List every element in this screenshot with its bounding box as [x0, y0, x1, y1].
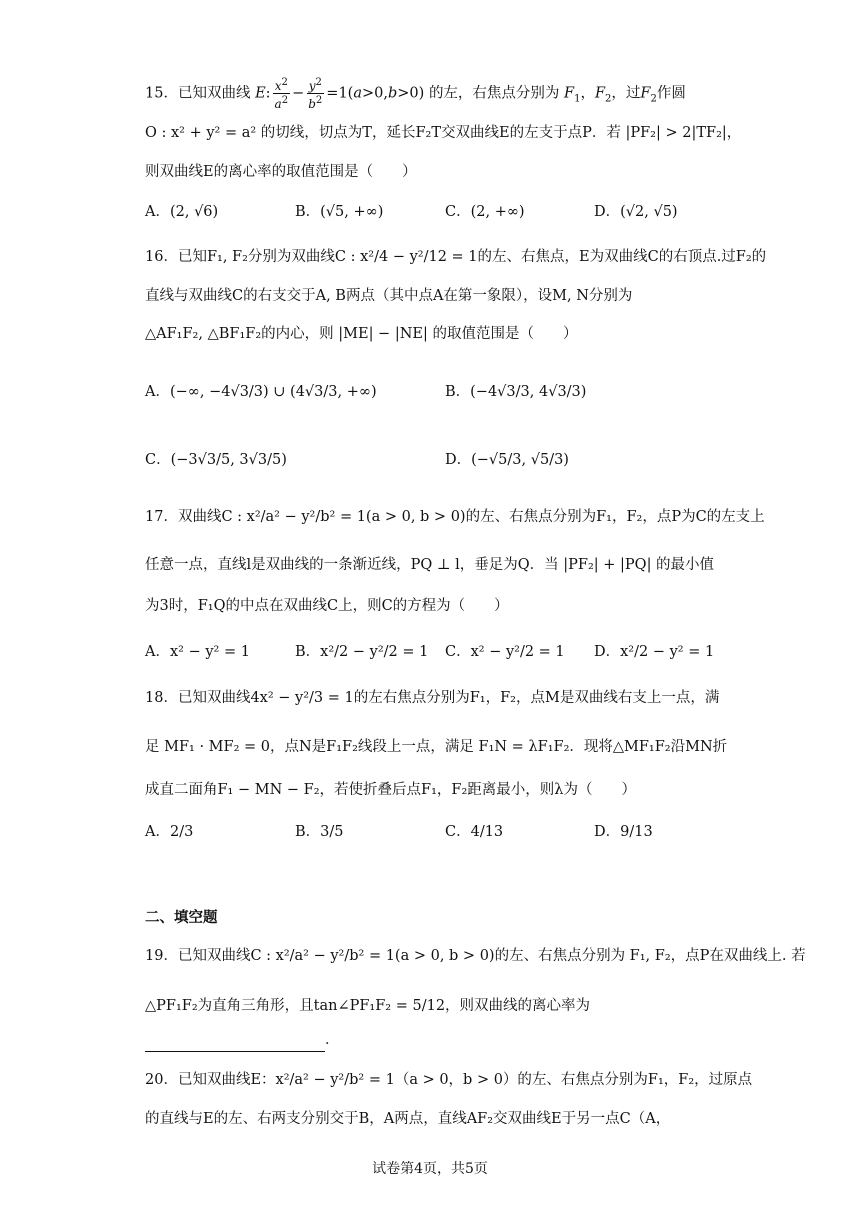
q15-option-b: B．(√5, +∞)	[295, 204, 384, 220]
q17-option-c: C．x² − y²/2 = 1	[445, 644, 565, 660]
q16-option-a: A．(−∞, −4√3/3) ∪ (4√3/3, +∞)	[145, 384, 377, 400]
q17-line2: 任意一点，直线l是双曲线的一条渐近线，PQ ⊥ l，垂足为Q．当 |PF₂| + |PQ| 的最小值	[145, 557, 715, 573]
q17-option-a: A．x² − y² = 1	[145, 644, 250, 660]
q15-option-c: C．(2, +∞)	[445, 204, 525, 220]
q15-prefix: 15．已知双曲线	[145, 85, 251, 102]
q15-text-b: 的左，右焦点分别为	[428, 85, 560, 102]
q16-line2: 直线与双曲线C的右支交于A, B两点（其中点A在第一象限），设M, N分别为	[145, 288, 633, 304]
q15-text-d: 作圆	[656, 85, 686, 102]
q16-option-b: B．(−4√3/3, 4√3/3)	[445, 384, 587, 400]
q18-line1: 18．已知双曲线4x² − y²/3 = 1的左右焦点分别为F₁，F₂，点M是双曲线右支上一点，满	[145, 690, 720, 706]
q15-line1: 15．已知双曲线 E: $\frac{x^2}{a^2}$ − $\frac{y^2}{b^2}$ =1(a>0,b>0) 的左，右焦点分别为 $F_1$，$F_2$，过$F_2$作圆	[145, 77, 686, 111]
q19-answer-line	[145, 1028, 720, 1052]
q20-line1: 20．已知双曲线E：x²/a² − y²/b² = 1（a > 0，b > 0）的左、右焦点分别为F₁，F₂，过原点	[145, 1072, 753, 1088]
q18-line2: 足 MF₁ · MF₂ = 0，点N是F₁F₂线段上一点，满足 F₁N = λF₁F₂．现将△MF₁F₂沿MN折	[145, 739, 728, 755]
section-title-fill-blank: 二、填空题	[145, 909, 218, 926]
q19-period: ．	[325, 1032, 340, 1048]
q17-option-d: D．x²/2 − y² = 1	[594, 644, 715, 660]
q18-option-b: B．3/5	[295, 824, 344, 840]
q15-text-c: ，过	[611, 85, 641, 102]
q16-option-c: C．(−3√3/5, 3√3/5)	[145, 452, 287, 468]
q16-option-d: D．(−√5/3, √5/3)	[445, 452, 569, 468]
q16-line1: 16．已知F₁, F₂分别为双曲线C : x²/4 − y²/12 = 1的左、右焦点，E为双曲线C的右顶点.过F₂的	[145, 249, 767, 265]
q15-line3: 则双曲线E的离心率的取值范围是（ ）	[145, 164, 417, 180]
q18-line3: 成直二面角F₁ − MN − F₂，若使折叠后点F₁，F₂距离最小，则λ为（ ）	[145, 782, 636, 798]
q15-option-d: D．(√2, √5)	[594, 204, 678, 220]
page-footer: 试卷第4页，共5页	[372, 1161, 488, 1177]
q17-option-b: B．x²/2 − y²/2 = 1	[295, 644, 429, 660]
q18-option-a: A．2/3	[145, 824, 194, 840]
q18-option-c: C．4/13	[445, 824, 504, 840]
q17-line1: 17．双曲线C : x²/a² − y²/b² = 1(a > 0, b > 0)的左、右焦点分别为F₁，F₂，点P为C的左支上	[145, 509, 765, 525]
q20-line2: 的直线与E的左、右两支分别交于B，A两点，直线AF₂交双曲线E于另一点C（A，	[145, 1111, 671, 1127]
q16-line3: △AF₁F₂, △BF₁F₂的内心，则 |ME| − |NE| 的取值范围是（ ）	[145, 326, 578, 342]
q18-option-d: D．9/13	[594, 824, 653, 840]
q19-line2: △PF₁F₂为直角三角形，且tan∠PF₁F₂ = 5/12，则双曲线的离心率为	[145, 998, 591, 1014]
q19-line1: 19．已知双曲线C : x²/a² − y²/b² = 1(a > 0, b > 0)的左、右焦点分别为 F₁, F₂，点P在双曲线上. 若	[145, 948, 806, 964]
q15-option-a: A．(2, √6)	[145, 204, 219, 220]
q19-answer-blank[interactable]	[145, 1037, 325, 1052]
q15-line2: O : x² + y² = a² 的切线，切点为T，延长F₂T交双曲线E的左支于点P．若 |PF₂| > 2|TF₂|，	[145, 125, 742, 141]
q17-line3: 为3时，F₁Q的中点在双曲线C上，则C的方程为（ ）	[145, 598, 509, 614]
